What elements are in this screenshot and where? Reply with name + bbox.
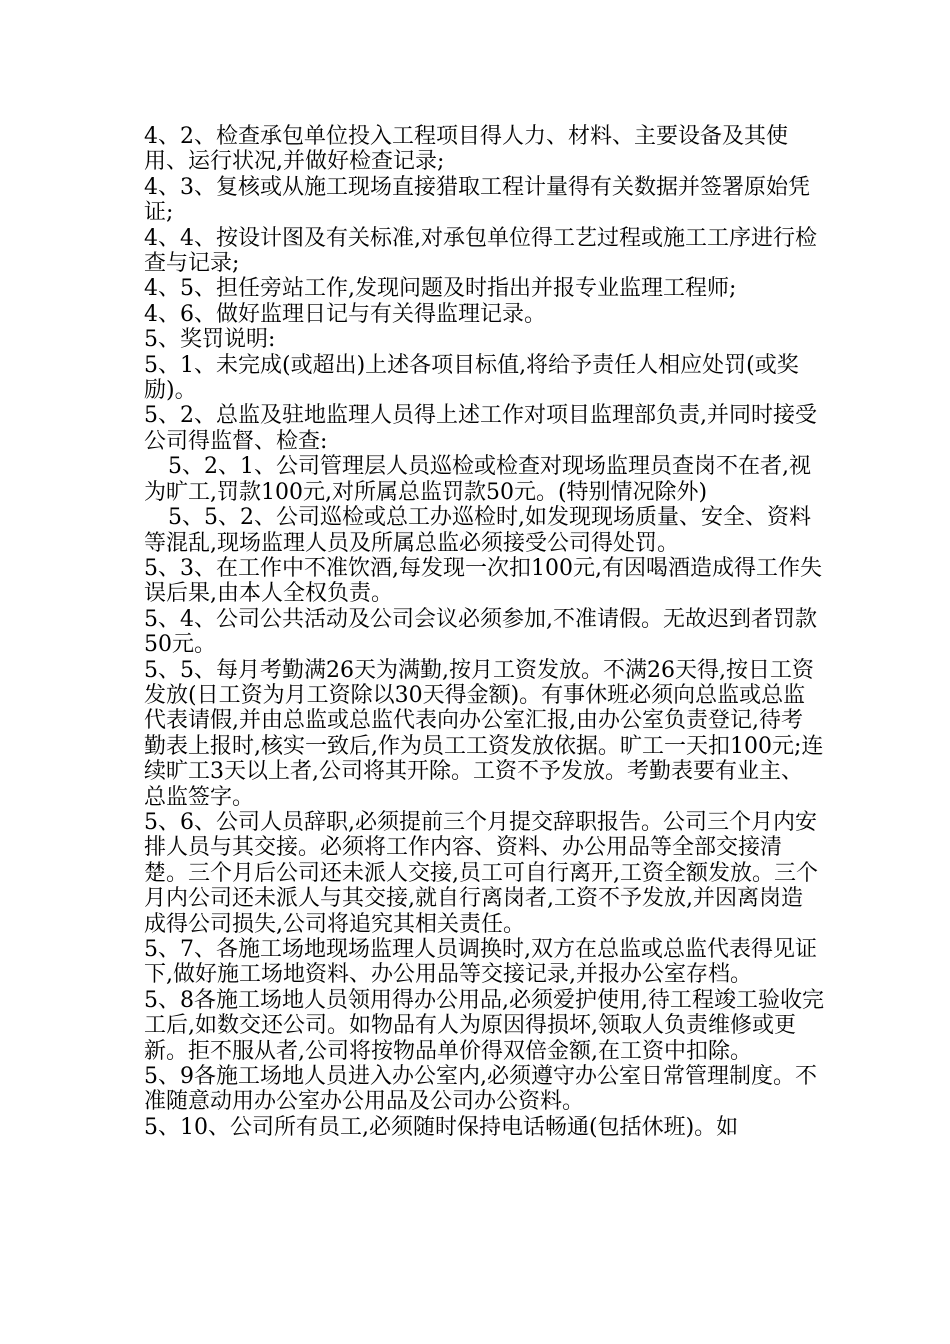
paragraph-5-7: 5、7、各施工场地现场监理人员调换时,双方在总监或总监代表得见证下,做好施工场地资料、办公用品等交接记录,并报办公室存档。	[144, 937, 817, 988]
paragraph-4-4: 4、4、按设计图及有关标准,对承包单位得工艺过程或施工工序进行检查与记录;	[144, 225, 817, 277]
paragraph-4-2: 4、2、检查承包单位投入工程项目得人力、材料、主要设备及其使用、运行状况,并做好检查记录;	[144, 124, 788, 175]
document-body	[144, 124, 824, 1140]
paragraph-5-4: 5、4、公司公共活动及公司会议必须参加,不准请假。无故迟到者罚款50元。	[144, 606, 817, 658]
section-heading-5: 5、奖罚说明:	[144, 327, 276, 353]
paragraph-4-3: 4、3、复核或从施工现场直接猎取工程计量得有关数据并签署原始凭证;	[144, 174, 810, 226]
paragraph-5-2: 5、2、总监及驻地监理人员得上述工作对项目监理部负责,并同时接受公司得监督、检查:	[144, 403, 817, 454]
paragraph-4-5: 4、5、担任旁站工作,发现问题及时指出并报专业监理工程师;	[144, 276, 737, 302]
paragraph-5-1: 5、1、未完成(或超出)上述各项目标值,将给予责任人相应处罚(或奖励)。	[144, 352, 799, 404]
paragraph-5-3: 5、3、在工作中不准饮酒,每发现一次扣100元,有因喝酒造成得工作失误后果,由本人全权负责。	[144, 555, 822, 607]
paragraph-5-9: 5、9各施工场地人员进入办公室内,必须遵守办公室日常管理制度。不准随意动用办公室办公用品及公司办公资料。	[144, 1064, 817, 1115]
paragraph-4-6: 4、6、做好监理日记与有关得监理记录。	[144, 301, 546, 327]
paragraph-5-5: 5、5、每月考勤满26天为满勤,按月工资发放。不满26天得,按日工资发放(日工资为月工资除以30天得金额)。有事休班必须向总监或总监代表请假,并由总监或总监代表向办公室汇报,由办公室负责登记,待考勤表上报时,核实一致后,作为员工工资发放依据。旷工一天扣100元;连续旷工3天以上者,公司将其开除。工资不予发放。考勤表要有业主、总监签字。	[144, 657, 824, 810]
paragraph-5-6: 5、6、公司人员辞职,必须提前三个月提交辞职报告。公司三个月内安排人员与其交接。必须将工作内容、资料、办公用品等全部交接清楚。三个月后公司还未派人交接,员工可自行离开,工资全额发放。三个月内公司还未派人与其交接,就自行离岗者,工资不予发放,并因离岗造成得公司损失,公司将追究其相关责任。	[144, 809, 818, 937]
paragraph-5-2-1: 5、2、1、公司管理层人员巡检或检查对现场监理员查岗不在者,视为旷工,罚款100元,对所属总监罚款50元。(特别情况除外)	[144, 454, 811, 505]
paragraph-5-10: 5、10、公司所有员工,必须随时保持电话畅通(包括休班)。如	[144, 1114, 739, 1140]
paragraph-5-8: 5、8各施工场地人员领用得办公用品,必须爱护使用,待工程竣工验收完工后,如数交还公司。如物品有人为原因得损坏,领取人负责维修或更新。拒不服从者,公司将按物品单价得双倍金额,在工资中扣除。	[144, 987, 824, 1064]
paragraph-5-5-2: 5、5、2、公司巡检或总工办巡检时,如发现现场质量、安全、资料等混乱,现场监理人员及所属总监必须接受公司得处罚。	[144, 505, 811, 556]
